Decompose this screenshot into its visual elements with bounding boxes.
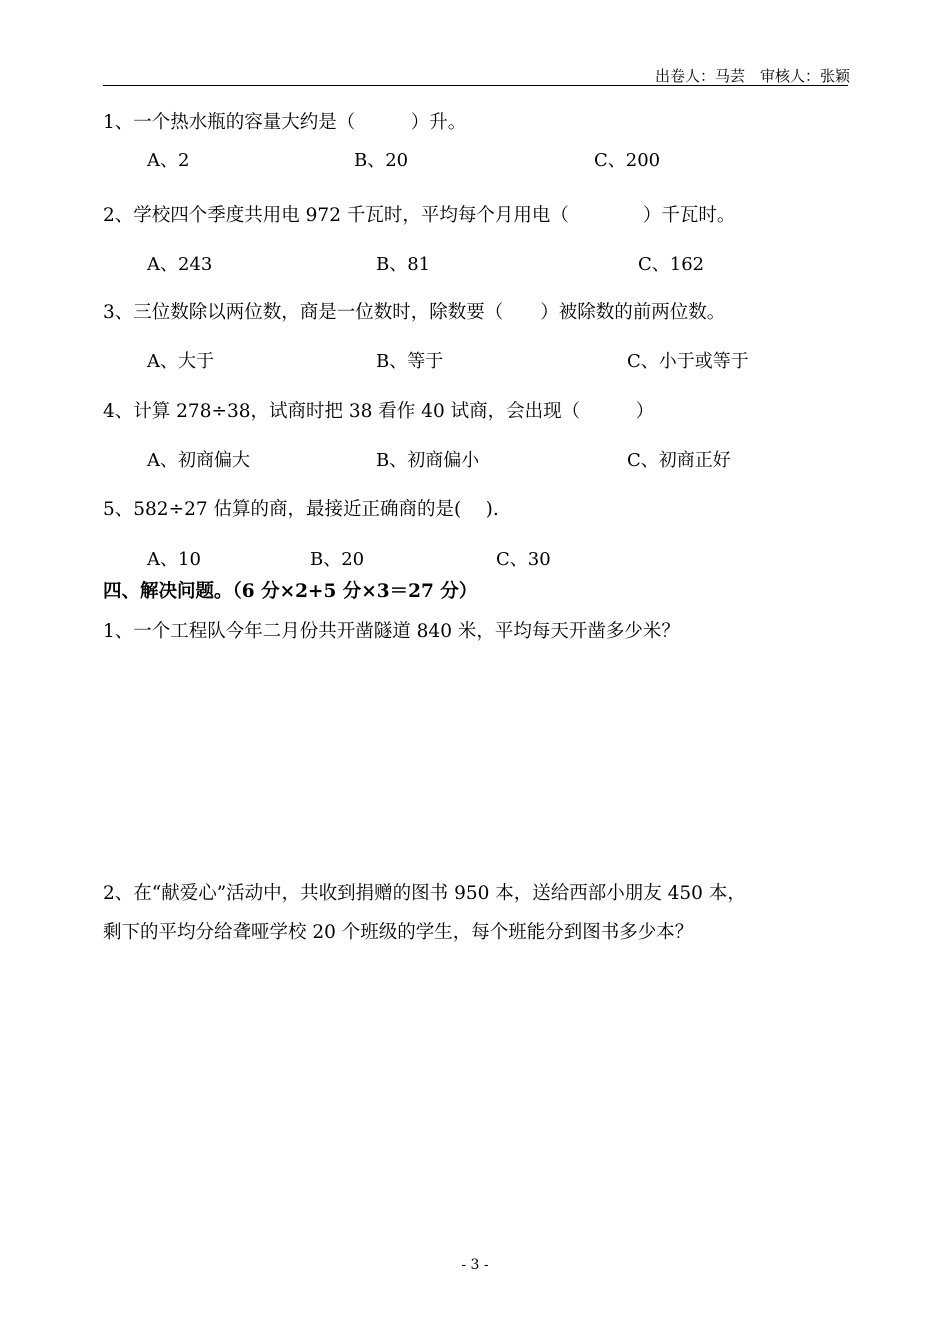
page-number: - 3 - [461, 1257, 489, 1273]
question-5: 5、582÷27 估算的商，最接近正确商的是( ). [103, 499, 499, 520]
section-4-title: 四、解决问题。（6 分×2+5 分×3＝27 分） [103, 581, 478, 602]
q3-option-c: C、小于或等于 [627, 351, 749, 372]
q2-option-a: A、243 [147, 254, 213, 275]
q4-option-b: B、初商偏小 [376, 450, 480, 471]
header-rule [103, 85, 848, 86]
q1-option-c: C、200 [594, 150, 661, 171]
q4-option-c: C、初商正好 [627, 450, 731, 471]
problem-2-line-2: 剩下的平均分给聋哑学校 20 个班级的学生，每个班能分到图书多少本？ [103, 922, 694, 943]
q4-option-a: A、初商偏大 [147, 450, 250, 471]
problem-1: 1、一个工程队今年二月份共开凿隧道 840 米，平均每天开凿多少米？ [103, 621, 680, 642]
q5-option-c: C、30 [496, 549, 551, 570]
question-2: 2、学校四个季度共用电 972 千瓦时，平均每个月用电（ ）千瓦时。 [103, 205, 736, 226]
problem-2-line-1: 2、在“献爱心”活动中，共收到捐赠的图书 950 本，送给西部小朋友 450 本， [103, 883, 746, 904]
q3-option-a: A、大于 [147, 351, 214, 372]
q2-option-c: C、162 [638, 254, 705, 275]
question-1: 1、一个热水瓶的容量大约是（ ）升。 [103, 112, 467, 133]
question-3: 3、三位数除以两位数，商是一位数时，除数要（ ）被除数的前两位数。 [103, 302, 726, 323]
exam-credits: 出卷人：马芸 审核人：张颖 [654, 67, 850, 85]
q5-option-a: A、10 [147, 549, 201, 570]
q2-option-b: B、81 [376, 254, 431, 275]
q5-option-b: B、20 [310, 549, 365, 570]
q1-option-a: A、2 [147, 150, 190, 171]
question-4: 4、计算 278÷38，试商时把 38 看作 40 试商，会出现（ ） [103, 401, 655, 422]
q1-option-b: B、20 [354, 150, 409, 171]
q3-option-b: B、等于 [376, 351, 444, 372]
